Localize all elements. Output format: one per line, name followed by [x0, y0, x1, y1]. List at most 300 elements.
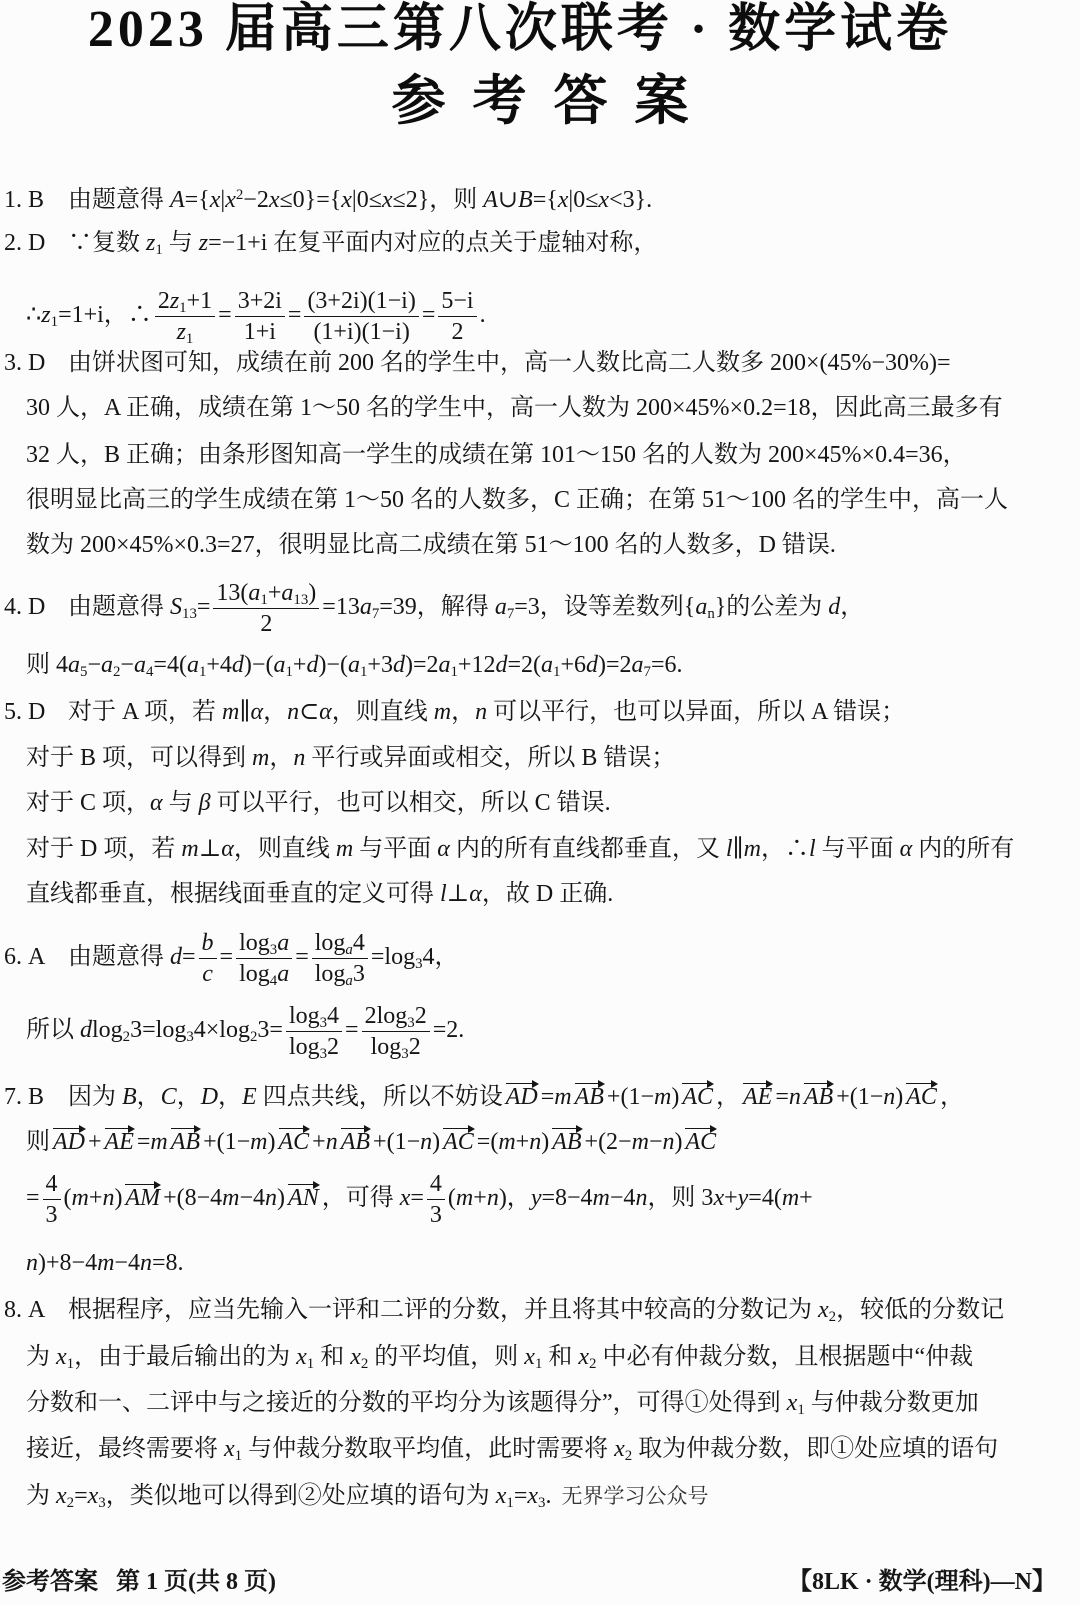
answer-text — [26, 1344, 974, 1373]
text-run: = — [218, 302, 232, 328]
math-variable: x — [87, 1483, 99, 1509]
text-run: 为 — [26, 1344, 56, 1370]
math-variable: x — [399, 1185, 411, 1211]
math-variable: l — [725, 836, 733, 862]
text-run: =2. — [432, 1017, 465, 1043]
fraction-numerator — [199, 929, 217, 959]
vector: AB — [552, 1129, 582, 1155]
answer-3-line-1 — [4, 343, 951, 383]
fraction-numerator — [236, 929, 292, 959]
text-run: log — [314, 960, 346, 987]
text-run: =4( — [748, 1185, 782, 1211]
subscript: 3 — [186, 1029, 194, 1046]
text-run: 由饼状图可知，成绩在前 200 名的学生中，高一人数比高二人数多 200×(45%−30%)= — [68, 350, 951, 376]
subscript: 4 — [145, 664, 154, 681]
text-run: log — [314, 929, 346, 956]
subscript: 1 — [234, 1448, 243, 1465]
math-variable: m — [222, 1185, 240, 1211]
answer-number: 1. — [4, 187, 22, 213]
vector: AC — [685, 1129, 717, 1155]
text-run: 2 — [414, 1002, 427, 1029]
math-variable: d — [80, 1017, 92, 1043]
subscript-variable: a — [345, 941, 353, 958]
answer-3-line-5 — [26, 525, 836, 565]
text-run: +(8−4 — [163, 1185, 223, 1211]
text-run: ) — [674, 1129, 683, 1155]
text-run: . — [479, 302, 486, 328]
math-variable: α — [469, 881, 482, 907]
math-variable: d — [495, 652, 508, 678]
text-run: 3 — [45, 1201, 58, 1228]
subscript: 2 — [360, 1356, 369, 1373]
text-run: 3 — [352, 960, 365, 987]
text-run: 因为 — [68, 1084, 122, 1110]
math-variable: a — [133, 652, 146, 678]
math-variable: d — [585, 652, 598, 678]
text-run: )−( — [243, 652, 274, 678]
math-variable: S — [170, 594, 182, 620]
math-variable: α — [899, 836, 913, 862]
document-title: 2023 届高三第八次联考 · 数学试卷 — [87, 1, 953, 58]
text-run: log — [288, 1033, 320, 1060]
text-run: ) — [895, 1084, 904, 1110]
answer-5-line-3 — [26, 783, 611, 823]
text-run: +6 — [560, 652, 586, 678]
text-run: = — [287, 302, 302, 328]
math-variable: x — [268, 187, 280, 213]
text-run: ，可得 — [321, 1185, 400, 1211]
subscript: 7 — [643, 664, 651, 681]
text-run: = — [26, 1185, 40, 1211]
fraction — [213, 579, 319, 639]
subscript: 2 — [828, 1309, 837, 1326]
answer-5-line-2 — [26, 738, 675, 778]
fraction-denominator — [235, 317, 285, 346]
math-variable: n — [486, 1185, 499, 1211]
text-run: − — [120, 652, 134, 678]
vector: AE — [743, 1084, 773, 1110]
text-run: 4 — [45, 1170, 58, 1197]
fraction — [312, 929, 368, 989]
math-variable: D — [200, 1084, 219, 1110]
text-run: +(1− — [836, 1084, 884, 1110]
text-run: = — [513, 1483, 528, 1509]
math-variable: a — [277, 960, 290, 987]
subscript: 7 — [371, 606, 380, 623]
math-variable: a — [631, 652, 644, 678]
fraction-numerator — [213, 579, 319, 609]
vector: AC — [443, 1129, 474, 1155]
text-run: =2( — [507, 652, 541, 678]
math-variable: n — [662, 1129, 675, 1155]
text-run: = — [295, 944, 309, 970]
text-run: + — [724, 1185, 738, 1211]
math-variable: a — [541, 652, 553, 678]
text-run: +4 — [206, 652, 232, 678]
text-run: ，则 3 — [647, 1185, 714, 1211]
text-run: = — [421, 302, 436, 328]
text-run: ≤0}={ — [279, 187, 342, 213]
answer-text — [68, 699, 905, 725]
answer-text — [68, 1297, 1005, 1326]
math-variable: m — [222, 699, 240, 725]
text-run: 2 — [157, 287, 170, 314]
text-run: 与 — [162, 230, 199, 256]
answer-choice: D — [28, 699, 46, 725]
math-variable: m — [335, 836, 354, 862]
text-run: =6. — [650, 652, 683, 678]
subscript: 1 — [359, 664, 368, 681]
math-variable: x — [786, 1390, 798, 1416]
answer-3-line-2 — [26, 388, 1003, 428]
subscript: 2 — [112, 664, 121, 681]
text-run: 与平面 — [815, 836, 900, 862]
text-run: )， — [498, 1185, 531, 1211]
text-run: 与 — [162, 790, 199, 816]
math-variable: m — [653, 1084, 672, 1110]
math-variable: l — [440, 881, 447, 907]
math-variable: β — [198, 790, 211, 816]
answer-7-line-4 — [26, 1243, 184, 1283]
fraction-numerator — [427, 1170, 445, 1200]
fraction-denominator — [155, 317, 215, 346]
text-run: (3+2i)(1−i) — [307, 287, 416, 314]
answer-text — [26, 1170, 813, 1228]
text-run: 为 — [26, 1483, 56, 1509]
fraction-denominator — [312, 959, 368, 988]
answer-1-line-1 — [4, 180, 652, 220]
text-run: . — [545, 1483, 552, 1509]
subscript: 4 — [269, 973, 278, 990]
text-run: + — [88, 1129, 102, 1155]
answer-5-line-4 — [26, 829, 1014, 869]
answer-8-line-5 — [26, 1476, 708, 1516]
math-variable: n — [102, 1185, 115, 1211]
math-variable: c — [202, 960, 213, 987]
vector: AE — [104, 1129, 134, 1155]
math-variable: a — [438, 652, 451, 678]
text-run: log — [239, 929, 270, 956]
text-run: =8. — [151, 1250, 184, 1276]
text-run: ，则直线 — [331, 699, 434, 725]
text-run: 中必有仲裁分数，且根据题中“仲裁 — [596, 1344, 974, 1370]
math-variable: a — [248, 579, 261, 606]
subscript-variable: a — [345, 973, 353, 990]
math-variable: a — [68, 652, 80, 678]
text-run: = — [74, 1483, 88, 1509]
text-run: ∴ — [26, 302, 42, 328]
text-run: = — [410, 1185, 424, 1211]
text-run: 对于 D 项，若 — [26, 836, 182, 862]
math-variable: x — [350, 1344, 361, 1370]
vector: AC — [278, 1129, 310, 1155]
text-run: 内的所有直线都垂直，又 — [449, 836, 726, 862]
text-run: 2log — [364, 1002, 408, 1029]
page-number: 第 1 页(共 8 页) — [116, 1569, 276, 1595]
answer-number: 8. — [4, 1297, 22, 1323]
text-run: 所以 — [26, 1017, 80, 1043]
text-run: +(1− — [203, 1129, 251, 1155]
math-variable: C — [160, 1084, 177, 1110]
text-run: ，由于最后输出的为 — [74, 1344, 297, 1370]
math-variable: a — [347, 652, 360, 678]
text-run: ∥ — [239, 699, 251, 725]
math-variable: x — [557, 187, 569, 213]
subscript: 3 — [538, 1495, 546, 1512]
text-run: 和 — [314, 1344, 351, 1370]
math-variable: n — [420, 1129, 433, 1155]
text-run: 5−i — [441, 287, 474, 314]
answer-number: 2. — [4, 230, 22, 256]
math-variable: α — [319, 699, 332, 725]
vector: AC — [906, 1084, 937, 1110]
text-run: ，则直线 — [233, 836, 336, 862]
text-run: 对于 B 项，可以得到 — [26, 745, 253, 771]
text-run: 对于 C 项， — [26, 790, 151, 816]
text-run: 13( — [216, 579, 249, 606]
text-run: + — [292, 652, 307, 678]
math-variable: m — [781, 1185, 800, 1211]
text-run: ={ — [532, 187, 558, 213]
text-run: 对于 A 项，若 — [68, 699, 223, 725]
math-variable: d — [392, 652, 405, 678]
text-run: ⊥ — [198, 836, 222, 862]
math-variable: a — [277, 929, 290, 956]
math-variable: n — [139, 1250, 152, 1276]
text-run: | — [220, 187, 226, 213]
text-run: 很明显比高三的学生成绩在第 1～50 名的人数多，C 正确；在第 51～100 名的学生中，高一人 — [26, 487, 1009, 513]
text-run: =13 — [322, 594, 360, 620]
fraction-denominator — [427, 1200, 445, 1229]
text-run: + — [88, 1185, 103, 1211]
vector: AB — [170, 1129, 201, 1155]
math-variable: n — [475, 699, 488, 725]
math-variable: y — [737, 1185, 749, 1211]
math-variable: z — [146, 230, 156, 256]
text-run: 根据程序，应当先输入一评和二评的分数，并且将其中较高的分数记为 — [68, 1297, 818, 1323]
math-variable: n — [788, 1084, 801, 1110]
text-run: |0≤ — [351, 187, 382, 213]
text-run: ) — [114, 1185, 123, 1211]
text-run: 2 — [408, 1033, 421, 1060]
text-run: =8−4 — [541, 1185, 593, 1211]
text-run: |0≤ — [568, 187, 599, 213]
answer-5-line-1 — [4, 692, 905, 732]
text-run: =( — [476, 1129, 499, 1155]
math-variable: d — [306, 652, 319, 678]
answer-text — [68, 230, 658, 259]
subscript: 1 — [66, 1356, 75, 1373]
subscript: 1 — [506, 1495, 514, 1512]
text-run: 与平面 — [353, 836, 438, 862]
answer-text — [68, 579, 865, 637]
answer-text — [68, 929, 459, 990]
subscript: 3 — [269, 941, 278, 958]
text-run: − — [87, 652, 101, 678]
text-run: 的平均值，则 — [368, 1344, 525, 1370]
text-run: ) — [308, 579, 317, 606]
math-variable: m — [631, 1129, 649, 1155]
subscript: 7 — [506, 606, 515, 623]
subscript: 5 — [80, 664, 88, 681]
answer-text — [26, 442, 967, 468]
subscript: 2 — [624, 1448, 633, 1465]
fraction-numerator — [438, 287, 476, 317]
math-variable: a — [186, 652, 199, 678]
text-run: 由题意得 — [68, 187, 170, 213]
math-variable: m — [181, 836, 199, 862]
math-variable: z — [176, 318, 186, 345]
math-variable: a — [494, 594, 507, 620]
text-run: =3，设等差数列{ — [514, 594, 696, 620]
watermark-text: 无界学习公众号 — [561, 1484, 709, 1508]
text-run: )=2 — [404, 652, 439, 678]
math-variable: n — [265, 1185, 278, 1211]
text-run: 数为 200×45%×0.3=27，很明显比高二成绩在第 51～100 名的人数多，D 错误. — [26, 532, 836, 558]
subscript: 1 — [534, 1356, 543, 1373]
text-run: 3= — [257, 1017, 283, 1043]
text-run: +12 — [457, 652, 496, 678]
math-variable: A — [483, 187, 498, 213]
fraction-numerator — [286, 1002, 342, 1032]
text-run: log — [370, 1033, 402, 1060]
subscript: 1 — [285, 664, 293, 681]
subscript: 3 — [401, 1046, 409, 1063]
text-run: log — [92, 1017, 123, 1043]
vector: AC — [682, 1084, 713, 1110]
answer-text — [26, 790, 611, 816]
text-run: 32 人，B 正确；由条形图知高一学生的成绩在第 101～150 名的人数为 200×45%×0.4=36， — [26, 442, 967, 468]
math-variable: E — [242, 1084, 257, 1110]
text-run: =4( — [153, 652, 187, 678]
text-run: 四点共线，所以不妨设 — [256, 1084, 503, 1110]
text-run: = — [540, 1084, 555, 1110]
answer-choice: B — [28, 187, 45, 213]
text-run: = — [136, 1129, 151, 1155]
fraction-numerator — [43, 1170, 61, 1200]
fraction-denominator — [304, 317, 418, 346]
answer-4-line-2 — [26, 645, 683, 685]
fraction-numerator — [235, 287, 285, 317]
answer-8-line-1 — [4, 1290, 1004, 1330]
math-variable: l — [808, 836, 816, 862]
subscript: 1 — [155, 242, 163, 259]
math-variable: α — [221, 836, 234, 862]
text-run: − — [648, 1129, 663, 1155]
subscript: 3 — [319, 1046, 328, 1063]
answer-choice: D — [28, 230, 46, 256]
answer-7-line-2 — [26, 1122, 719, 1162]
text-run: =1+i，∴ — [58, 302, 152, 328]
math-variable: n — [529, 1129, 542, 1155]
text-run: + — [267, 579, 282, 606]
vector: AB — [574, 1084, 604, 1110]
text-run: ( — [63, 1185, 72, 1211]
math-variable: α — [437, 836, 450, 862]
fraction-denominator — [362, 1032, 430, 1061]
text-run: 2 — [451, 318, 464, 345]
answer-number: 5. — [4, 699, 22, 725]
math-variable: y — [530, 1185, 542, 1211]
text-run: + — [515, 1129, 530, 1155]
math-variable: n — [325, 1129, 338, 1155]
math-variable: x — [224, 1436, 235, 1462]
text-run: ， — [263, 699, 288, 725]
math-variable: m — [150, 1129, 168, 1155]
text-run: ⊥ — [446, 881, 470, 907]
fraction-numerator — [304, 287, 418, 317]
fraction — [362, 1002, 430, 1062]
math-variable: m — [743, 836, 761, 862]
answer-8-line-4 — [26, 1429, 998, 1469]
text-run: 4 — [352, 929, 365, 956]
text-run: = — [345, 1017, 359, 1043]
subscript: 3 — [319, 1014, 328, 1031]
fraction — [427, 1170, 445, 1230]
answer-choice: A — [28, 1297, 46, 1323]
text-run: 由题意得 — [68, 944, 170, 970]
text-run: −4 — [609, 1185, 636, 1211]
text-run: ， — [451, 699, 476, 725]
answer-3-line-4 — [26, 480, 1008, 520]
math-variable: a — [273, 652, 286, 678]
text-run: −4 — [239, 1185, 266, 1211]
vector: AB — [340, 1129, 371, 1155]
math-variable: n — [883, 1084, 896, 1110]
subscript: 2 — [122, 1029, 131, 1046]
answer-text — [26, 1002, 465, 1063]
math-variable: x — [296, 1344, 307, 1370]
math-variable: m — [455, 1185, 474, 1211]
math-variable: m — [433, 699, 452, 725]
subscript: 2 — [249, 1029, 258, 1046]
math-variable: x — [209, 187, 221, 213]
text-run: ={ — [184, 187, 210, 213]
text-run: ) — [267, 1129, 276, 1155]
fraction-denominator — [286, 1032, 342, 1061]
subscript: 3 — [98, 1495, 106, 1512]
math-variable: x — [56, 1344, 67, 1370]
footer-label: 参考答案 — [2, 1569, 98, 1595]
fraction-numerator — [312, 929, 368, 959]
text-run: 接近，最终需要将 — [26, 1436, 224, 1462]
fraction-denominator — [438, 317, 476, 346]
text-run: ≤2}，则 — [392, 187, 484, 213]
math-variable: x — [341, 187, 352, 213]
math-variable: x — [614, 1436, 625, 1462]
text-run: )+8−4 — [38, 1250, 98, 1276]
answer-choice: A — [28, 944, 46, 970]
vector: AD — [505, 1084, 538, 1110]
text-run: <3}. — [609, 187, 653, 213]
math-variable: m — [250, 1129, 268, 1155]
subscript: 1 — [553, 664, 561, 681]
text-run: +1 — [186, 287, 213, 314]
text-run: ∪ — [497, 187, 519, 213]
text-run: 则 — [26, 1129, 50, 1155]
answer-4-line-1 — [4, 575, 864, 639]
text-run: +(1− — [373, 1129, 421, 1155]
text-run: ， — [269, 745, 294, 771]
text-run: 直线都垂直，根据线面垂直的定义可得 — [26, 881, 440, 907]
text-run: = — [196, 594, 211, 620]
answer-7-line-3 — [26, 1166, 813, 1230]
subscript: 3 — [415, 956, 423, 973]
text-run: ，较低的分数记 — [836, 1297, 1005, 1323]
text-run: ，类似地可以得到②处应填的语句为 — [105, 1483, 496, 1509]
text-run: = — [775, 1084, 789, 1110]
subscript: 1 — [179, 299, 187, 316]
